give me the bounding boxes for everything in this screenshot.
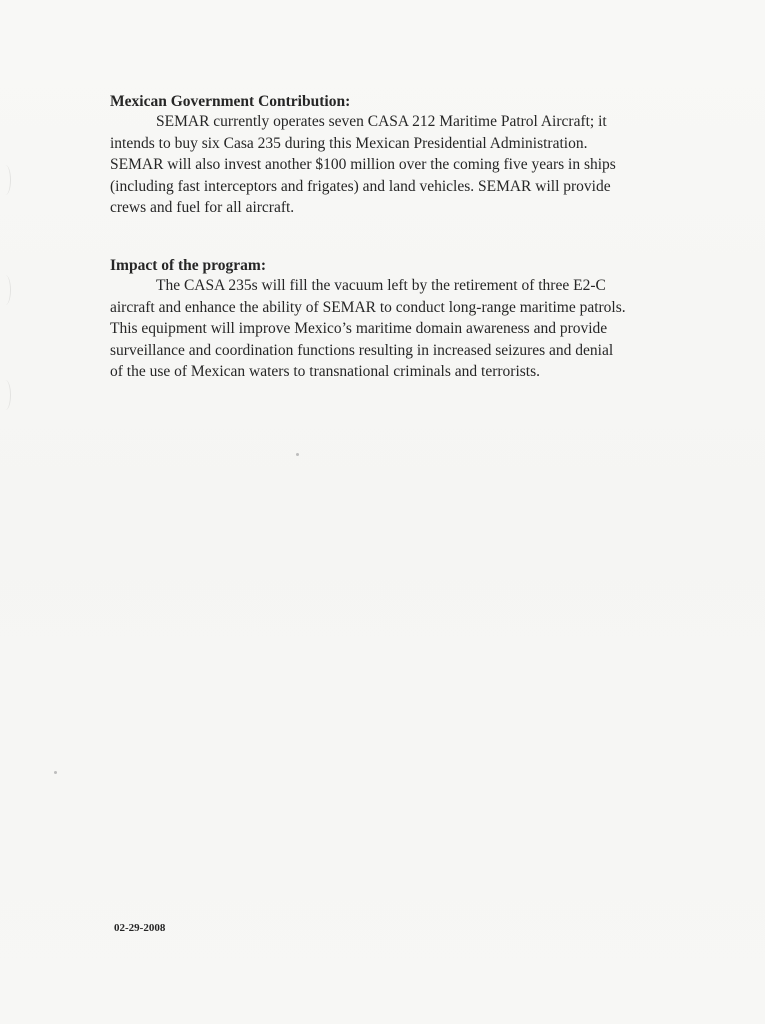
paragraph-line: This equipment will improve Mexico’s maritime domain awareness and provide: [110, 320, 608, 337]
scan-edge-mark: [0, 380, 11, 410]
document-date: 02-29-2008: [114, 922, 166, 934]
paragraph-line: aircraft and enhance the ability of SEMAR to conduct long-range maritime patrols.: [110, 298, 626, 316]
section-heading: Impact of the program:: [110, 257, 266, 274]
scan-edge-mark: [0, 275, 11, 305]
paragraph-line: The CASA 235s will fill the vacuum left by the retirement of three E2-C: [156, 277, 606, 294]
paragraph-line: SEMAR will also invest another $100 million over the coming five years in ships: [110, 156, 616, 173]
paragraph-line: crews and fuel for all aircraft.: [110, 199, 295, 216]
paragraph-line: of the use of Mexican waters to transnational criminals and terrorists.: [110, 363, 540, 380]
section-impact-of-program: [110, 256, 710, 383]
scan-speck: [54, 771, 57, 774]
paragraph-line: SEMAR currently operates seven CASA 212 Maritime Patrol Aircraft; it: [156, 113, 607, 130]
paragraph-line: intends to buy six Casa 235 during this Mexican Presidential Administration.: [110, 134, 588, 152]
scan-edge-mark: [0, 165, 11, 195]
scan-speck: [296, 453, 299, 456]
paragraph-line: surveillance and coordination functions resulting in increased seizures and denial: [110, 341, 614, 359]
paragraph-line: (including fast interceptors and frigates) and land vehicles. SEMAR will provide: [110, 177, 611, 195]
section-government-contribution: [110, 92, 710, 219]
section-heading: Mexican Government Contribution:: [110, 93, 351, 110]
